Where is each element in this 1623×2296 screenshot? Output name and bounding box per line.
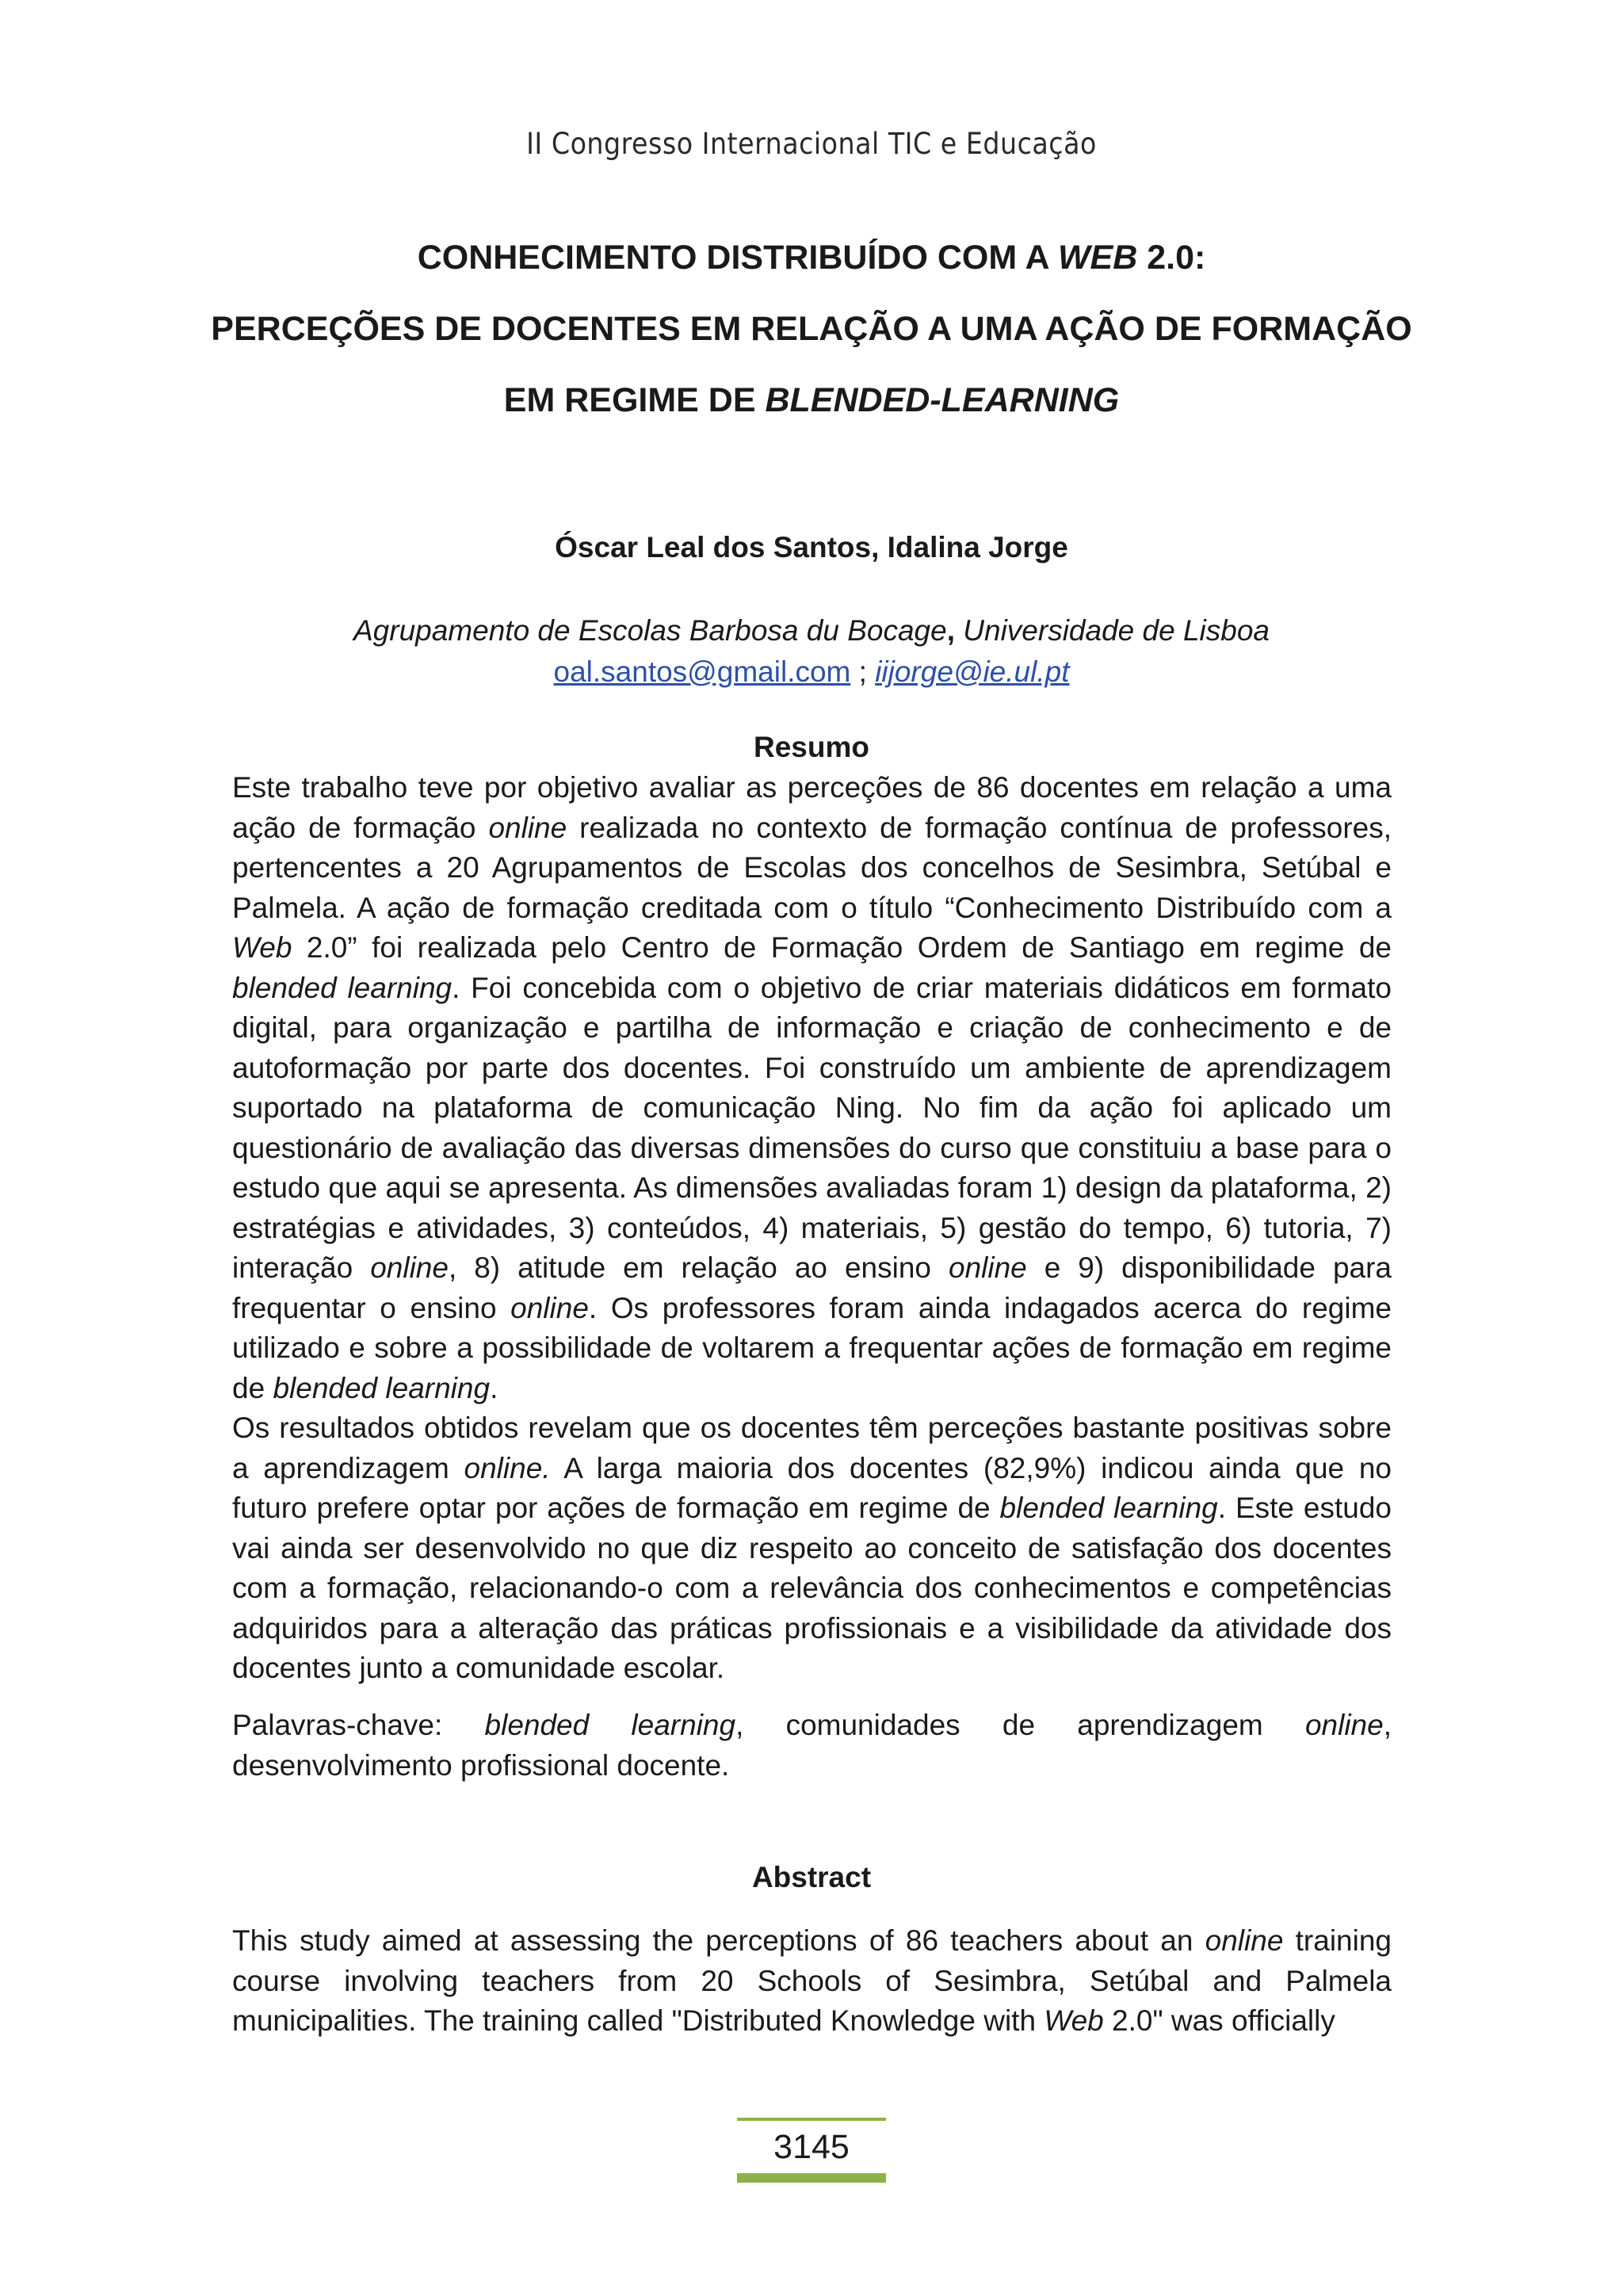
emphasis-run: online [510, 1291, 589, 1324]
emphasis-run: online. [464, 1451, 551, 1484]
text-run: training course involving teachers from 20 Schools of Sesimbra, Setúbal and Palmela municipalities. The training called "Distributed Knowledge with [232, 1924, 1392, 2037]
resumo-body [232, 768, 1392, 1689]
text-run: , comunidades de aprendizagem [735, 1709, 1305, 1741]
emphasis-run: Web [232, 931, 292, 964]
text-run: 2.0" was officially [1103, 2004, 1335, 2037]
emphasis-run: online [488, 811, 567, 844]
resumo-paragraph-2 [232, 1408, 1392, 1689]
emphasis-run: blended learning [484, 1709, 736, 1741]
text-run: realizada no contexto de formação contínua de professores, pertencentes a 20 Agrupamentos de Escolas dos concelhos de Sesimbra, Setúbal e Palmela. A ação de formação creditada com o título “Conhecimento Distribuído com a [232, 811, 1392, 924]
page-number: 3145 [773, 2128, 850, 2166]
affiliation [0, 610, 1623, 693]
resumo-paragraph-1 [232, 768, 1392, 1408]
emails: oal.santos@gmail.com ; iijorge@ie.ul.pt [553, 655, 1070, 688]
text-run: This study aimed at assessing the perceptions of 86 teachers about an [232, 1924, 1205, 1957]
emphasis-run: online [1205, 1924, 1284, 1957]
emphasis-run: blended learning [273, 1371, 491, 1404]
title-line-1: CONHECIMENTO DISTRIBUÍDO COM A WEB 2.0: [417, 239, 1206, 277]
text-run: e 9) disponibilidade para frequentar o ensino [232, 1251, 1392, 1324]
email-link-2[interactable]: iijorge@ie.ul.pt [875, 655, 1070, 688]
text-run: Os resultados obtidos revelam que os docentes têm perceções bastante positivas sobre a aprendizagem [232, 1412, 1392, 1484]
institutions: Agrupamento de Escolas Barbosa du Bocage, Universidade de Lisboa [353, 614, 1270, 647]
emphasis-run: online [949, 1251, 1027, 1284]
keywords [232, 1706, 1392, 1786]
emphasis-run: online [370, 1251, 449, 1284]
authors: Óscar Leal dos Santos, Idalina Jorge [555, 531, 1068, 563]
emphasis-run: online [1304, 1709, 1384, 1741]
title-line-2: PERCEÇÕES DE DOCENTES EM RELAÇÃO A UMA AÇÃO DE FORMAÇÃO [211, 310, 1412, 348]
text-run: . Este estudo vai ainda ser desenvolvido no que diz respeito ao conceito de satisfação dos docentes com a formação, relacionando-o com a relevância dos conhecimentos e competências adquiridos para a alteração das práticas profissionais e a visibilidade da atividade dos docentes junto a comunidade escolar. [232, 1492, 1392, 1684]
abstract-paragraph-1 [232, 1921, 1392, 2042]
text-run: 2.0” foi realizada pelo Centro de Formação Ordem de Santiago em regime de [292, 931, 1392, 964]
abstract-body [232, 1921, 1392, 2042]
page-footer [737, 2118, 886, 2183]
text-run: . Foi concebida com o objetivo de criar materiais didáticos em formato digital, para organização e partilha de informação e criação de conhecimento e de autoformação por parte dos docentes. Foi construído um ambiente de aprendizagem suportado na plataforma de comunicação Ning. No fim da ação foi aplicado um questionário de avaliação das diversas dimensões do curso que constituiu a base para o estudo que aqui se apresenta. As dimensões avaliadas foram 1) design da plataforma, 2) estratégias e atividades, 3) conteúdos, 4) materiais, 5) gestão do tempo, 6) tutoria, 7) interação [232, 971, 1392, 1284]
email-link-1[interactable]: oal.santos@gmail.com [553, 655, 851, 688]
footer-rule-bottom [737, 2173, 886, 2183]
text-run: A larga maioria dos docentes (82,9%) indicou ainda que no futuro prefere optar por ações de formação em regime de [232, 1451, 1392, 1524]
text-run: Este trabalho teve por objetivo avaliar as perceções de 86 docentes em relação a uma ação de formação [232, 771, 1392, 844]
text-run: , desenvolvimento profissional docente. [232, 1709, 1392, 1782]
conference-header: II Congresso Internacional TIC e Educação [526, 127, 1097, 161]
text-run: . [490, 1371, 498, 1404]
resumo-heading: Resumo [754, 731, 869, 763]
text-run: , 8) atitude em relação ao ensino [448, 1251, 949, 1284]
title-line-3: EM REGIME DE BLENDED-LEARNING [503, 381, 1120, 419]
emphasis-run: blended learning [232, 971, 453, 1004]
text-run: . Os professores foram ainda indagados acerca do regime utilizado e sobre a possibilidade de voltarem a frequentar ações de formação em regime de [232, 1291, 1392, 1404]
emphasis-run: Web [1044, 2004, 1104, 2037]
emphasis-run: blended learning [999, 1492, 1218, 1524]
text-run: Palavras-chave: [232, 1709, 485, 1741]
abstract-heading: Abstract [751, 1861, 872, 1893]
paper-title [158, 234, 1465, 448]
